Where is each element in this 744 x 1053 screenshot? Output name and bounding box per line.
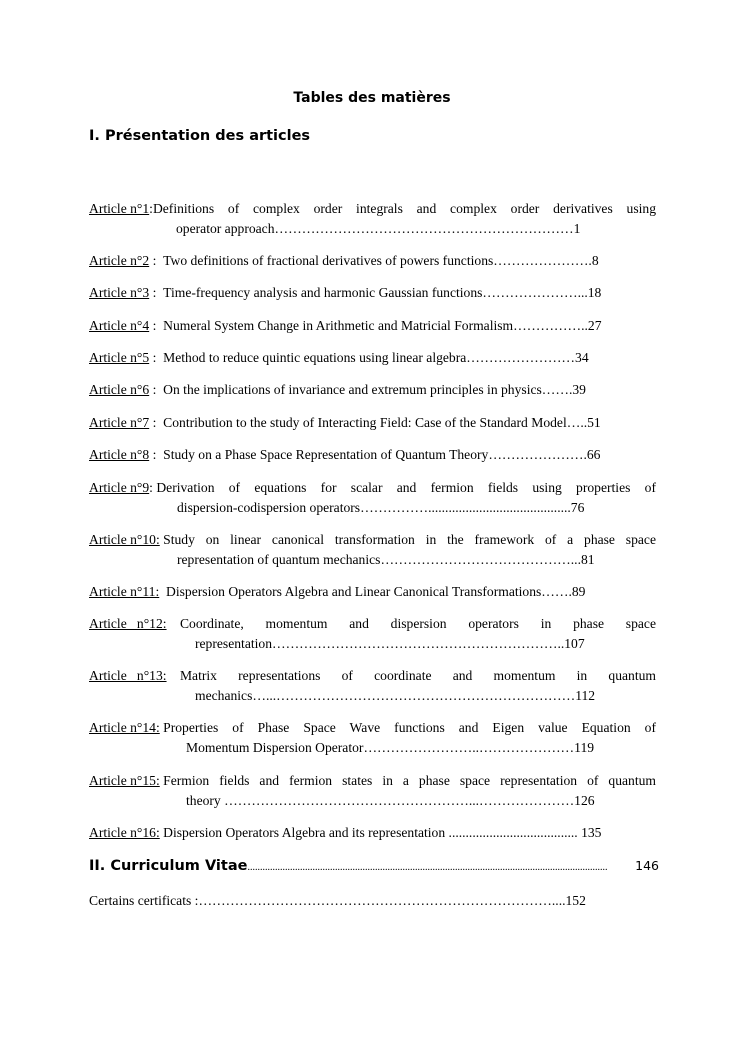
article-title: Dispersion Operators Algebra and Linear Canonical Transformations…….89: [166, 584, 586, 599]
article-label[interactable]: Article n°13:: [89, 668, 167, 683]
article-title: Definitions of complex order integrals and complex order derivatives using: [152, 201, 656, 216]
article-title: On the implications of invariance and extremum principles in physics…….39: [163, 382, 586, 397]
toc-entry-14[interactable]: [89, 718, 656, 758]
article-label[interactable]: Article n°14:: [89, 720, 160, 735]
article-label[interactable]: Article n°12:: [89, 616, 167, 631]
toc-entry-curriculum-vitae[interactable]: [89, 858, 659, 874]
article-title-continued: Momentum Dispersion Operator……………………..…………………119: [186, 740, 595, 755]
toc-entry-10[interactable]: [89, 530, 656, 570]
article-title-continued: representation of quantum mechanics……………………………………...81: [177, 552, 595, 567]
article-label[interactable]: Article n°3: [89, 285, 150, 300]
article-title: Properties of Phase Space Wave functions and Eigen value Equation of: [163, 720, 656, 735]
toc-entry-7[interactable]: Article n°7 : Contribution to the study of Interacting Field: Case of the Standard Model…..51: [89, 413, 656, 433]
article-label[interactable]: Article n°8: [89, 447, 150, 462]
article-title: Coordinate, momentum and dispersion operators in phase space: [179, 616, 656, 631]
toc-entry-13[interactable]: [89, 666, 656, 706]
article-title: Method to reduce quintic equations using linear algebra……………………34: [163, 350, 589, 365]
article-title-continued: dispersion-codispersion operators……………..........................................76: [177, 500, 585, 515]
toc-entry-5[interactable]: Article n°5 : Method to reduce quintic equations using linear algebra……………………34: [89, 348, 656, 368]
toc-entry-8[interactable]: Article n°8 : Study on a Phase Space Representation of Quantum Theory………………….66: [89, 445, 656, 465]
article-title: Time-frequency analysis and harmonic Gaussian functions…………………...18: [163, 285, 602, 300]
page-number: 146: [635, 858, 659, 873]
toc-entry-6[interactable]: Article n°6 : On the implications of invariance and extremum principles in physics…….39: [89, 380, 656, 400]
page-title: Tables des matières: [293, 90, 451, 106]
article-label[interactable]: Article n°9: [89, 480, 150, 495]
article-title: Study on linear canonical transformation in the framework of a phase space: [163, 532, 656, 547]
section-heading-cv: II. Curriculum Vitae: [89, 858, 248, 874]
article-title: Numeral System Change in Arithmetic and Matricial Formalism……………..27: [163, 318, 602, 333]
toc-entry-16[interactable]: [89, 823, 656, 843]
article-title-continued: mechanics…...…………………………………………………………112: [195, 688, 596, 703]
article-title-continued: representation………………………………………………………..107: [195, 636, 585, 651]
section-heading-articles: I. Présentation des articles: [89, 128, 311, 144]
article-title: Dispersion Operators Algebra and its representation ...................................... 135: [163, 825, 602, 840]
certificats-entry: Certains certificats :……………………………………………………………………....152: [89, 893, 586, 908]
article-label[interactable]: Article n°1: [89, 201, 150, 216]
article-title: Fermion fields and fermion states in a phase space representation of quantum: [163, 773, 656, 788]
article-label[interactable]: Article n°7: [89, 415, 150, 430]
article-label[interactable]: Article n°16:: [89, 825, 160, 840]
article-title: Matrix representations of coordinate and momentum in quantum: [179, 668, 656, 683]
article-label[interactable]: Article n°10:: [89, 532, 160, 547]
article-label[interactable]: Article n°2: [89, 253, 150, 268]
toc-entry-2[interactable]: Article n°2 : Two definitions of fractional derivatives of powers functions………………….8: [89, 251, 656, 271]
article-title: Derivation of equations for scalar and fermion fields using properties of: [156, 480, 656, 495]
leader-dots: ................................................................................................................................................: [247, 862, 608, 873]
toc-entry-12[interactable]: [89, 614, 656, 654]
toc-entry-4[interactable]: Article n°4 : Numeral System Change in Arithmetic and Matricial Formalism……………..27: [89, 316, 656, 336]
toc-entry-certificats[interactable]: [89, 891, 656, 911]
article-title: Contribution to the study of Interacting Field: Case of the Standard Model…..51: [163, 415, 601, 430]
article-title: Study on a Phase Space Representation of Quantum Theory………………….66: [163, 447, 601, 462]
article-title-continued: theory ………………………………………………...…………………126: [186, 793, 595, 808]
article-label[interactable]: Article n°4: [89, 318, 150, 333]
toc-entry-15[interactable]: [89, 771, 656, 811]
article-title: Two definitions of fractional derivatives of powers functions………………….8: [163, 253, 599, 268]
article-label[interactable]: Article n°11:: [89, 584, 160, 599]
article-title-continued: operator approach…………………………………………………………1: [176, 221, 581, 236]
toc-entry-1[interactable]: Article n°1 : Definitions of complex order integrals and complex order derivatives using operator approach…………………………………………………………1: [89, 199, 656, 239]
toc-entry-11[interactable]: [89, 582, 656, 602]
toc-entry-3[interactable]: Article n°3 : Time-frequency analysis and harmonic Gaussian functions…………………...18: [89, 283, 656, 303]
article-label[interactable]: Article n°5: [89, 350, 150, 365]
article-label[interactable]: Article n°15:: [89, 773, 160, 788]
article-label[interactable]: Article n°6: [89, 382, 150, 397]
toc-entry-9[interactable]: Article n°9 : Derivation of equations for scalar and fermion fields using properties of dispersion-codispersion operators……………..........................................76: [89, 478, 656, 518]
